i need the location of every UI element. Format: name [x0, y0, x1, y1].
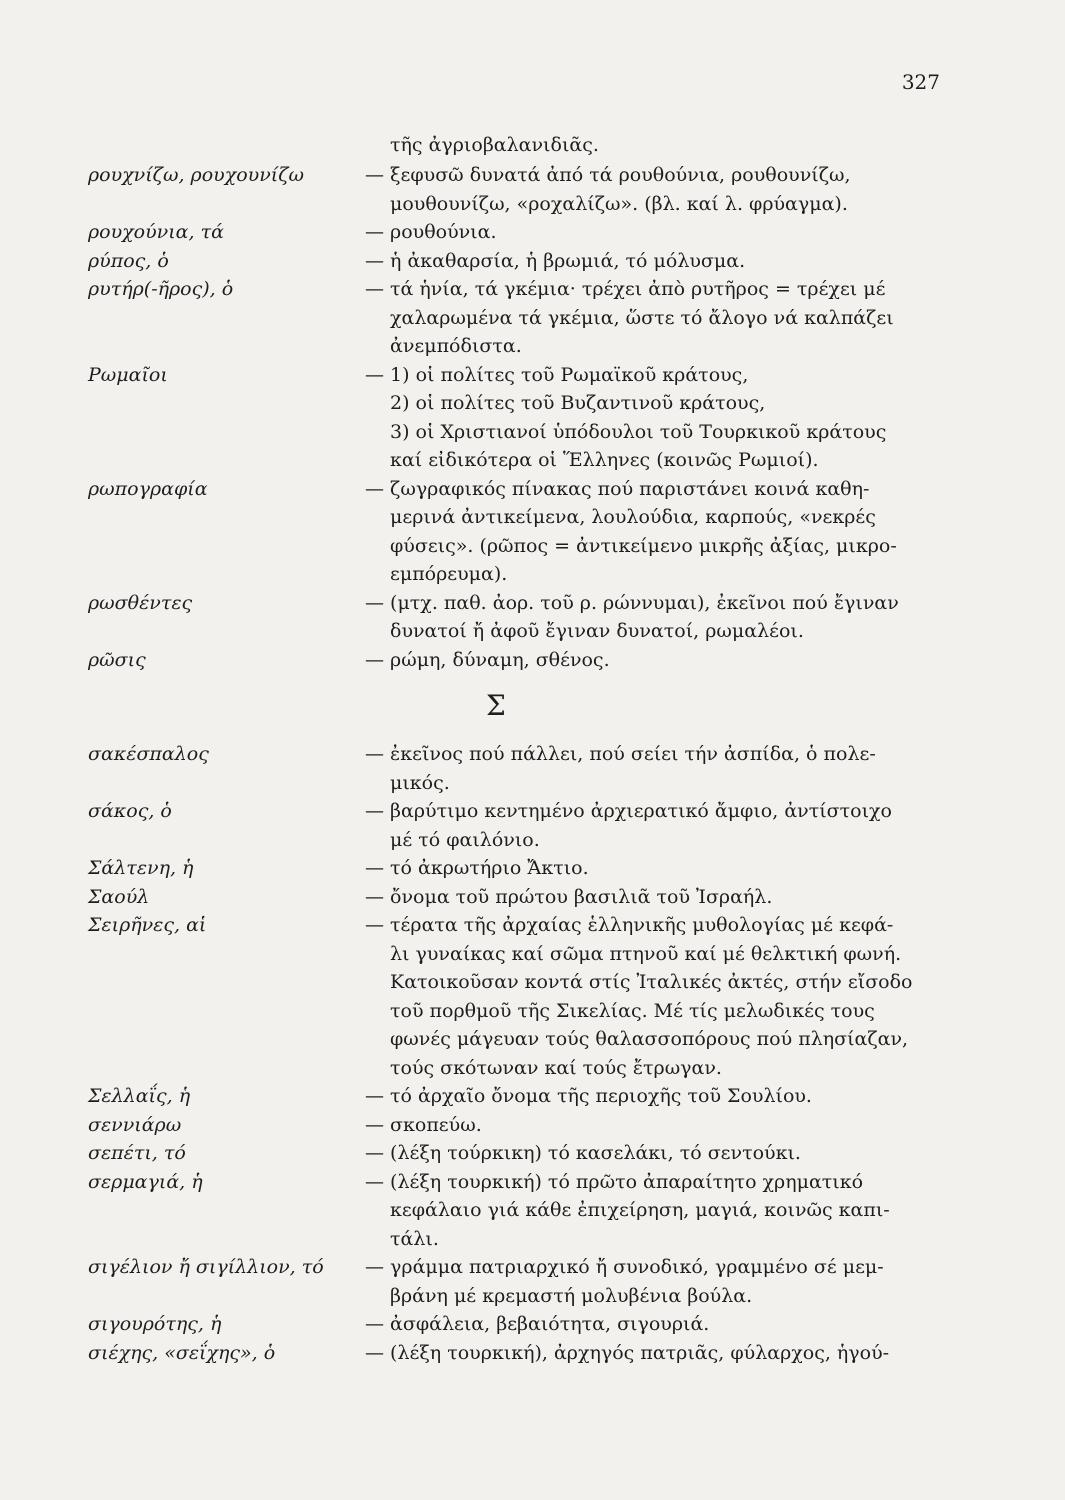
definition-line: — (λέξη τούρκικη) τό κασελάκι, τό σεντούκι.: [365, 1142, 801, 1164]
definition-line: — ὄνομα τοῦ πρώτου βασιλιᾶ τοῦ Ἰσραήλ.: [365, 885, 773, 908]
entry-definition: [365, 797, 940, 854]
glossary-entry: [0, 646, 1065, 675]
definition-line: εμπόρευμα).: [390, 563, 508, 585]
glossary-entry: [0, 589, 1065, 646]
section-letter-sigma: Σ: [486, 689, 506, 722]
definition-line: — (λέξη τουρκική) τό πρῶτο ἀπαραίτητο χρηματικό: [365, 1170, 864, 1193]
definition-line: — ξεφυσῶ δυνατά ἀπό τά ρουθούνια, ρουθουνίζω,: [365, 164, 851, 186]
definition-line: καί εἰδικότερα οἱ Ἕλληνες (κοινῶς Ρωμιοί).: [390, 449, 819, 471]
definition-line: — 1) οἱ πολίτες τοῦ Ρωμαϊκοῦ κράτους,: [365, 363, 749, 386]
entry-definition: [365, 589, 940, 646]
entry-term: σεννιάρω: [88, 1113, 182, 1136]
definition-line: — τέρατα τῆς ἀρχαίας ἑλληνικῆς μυθολογίας μέ κεφά-: [365, 914, 894, 936]
entries-rho: [0, 161, 1065, 674]
entry-definition: [365, 1111, 940, 1140]
entry-definition: [365, 1253, 940, 1310]
definition-line: μικός.: [390, 771, 450, 794]
entry-term: σεπέτι, τό: [88, 1142, 186, 1164]
definition-line: — σκοπεύω.: [365, 1113, 482, 1136]
entry-definition: [365, 883, 940, 912]
definition-line: — βαρύτιμο κεντημένο ἀρχιερατικό ἄμφιο, ἀντίστοιχο: [365, 800, 892, 822]
definition-line: — ἐκεῖνος πού πάλλει, πού σείει τήν ἀσπίδα, ὁ πολε-: [365, 743, 876, 765]
entry-term: σάκος, ὁ: [88, 800, 172, 822]
entry-term: ρωσθέντες: [88, 591, 193, 614]
entry-term: ρουχνίζω, ρουχουνίζω: [88, 164, 304, 186]
definition-line: τάλι.: [390, 1227, 439, 1250]
entry-definition: [365, 475, 940, 589]
definition-line: — (λέξη τουρκική), ἀρχηγός πατριᾶς, φύλαρχος, ἡγού-: [365, 1341, 890, 1364]
entry-term: σερμαγιά, ἡ: [88, 1170, 203, 1193]
entry-definition: [365, 1082, 940, 1111]
definition-line: ἀνεμπόδιστα.: [390, 335, 522, 357]
entry-term: Σειρῆνες, αἱ: [88, 914, 207, 936]
entry-definition: [365, 161, 940, 218]
entry-term: σιέχης, «σεΐχης», ὁ: [88, 1341, 276, 1364]
glossary-entry: [0, 161, 1065, 218]
entry-definition: [365, 275, 940, 361]
definition-line: τούς σκότωναν καί τούς ἔτρωγαν.: [390, 1056, 722, 1079]
definition-line: — τά ἡνία, τά γκέμια· τρέχει ἀπὸ ρυτῆρος = τρέχει μέ: [365, 278, 886, 300]
entry-term: Ρωμαῖοι: [88, 363, 168, 386]
entry-definition: [365, 218, 940, 247]
entry-term: Σελλαΐς, ἡ: [88, 1085, 191, 1107]
definition-line: — ἀσφάλεια, βεβαιότητα, σιγουριά.: [365, 1313, 710, 1335]
glossary-entry: [0, 1339, 1065, 1368]
entry-definition: [365, 247, 940, 276]
entry-term: σιγέλιον ἤ σιγίλλιον, τό: [88, 1256, 324, 1278]
definition-line: τοῦ πορθμοῦ τῆς Σικελίας. Μέ τίς μελωδικές τους: [390, 999, 875, 1022]
continuation-line: τῆς ἀγριοβαλανιδιᾶς.: [390, 134, 599, 156]
entry-definition: [365, 740, 940, 797]
entry-definition: [365, 1339, 940, 1368]
definition-line: μέ τό φαιλόνιο.: [390, 828, 540, 851]
entry-term: Σάλτενη, ἡ: [88, 857, 194, 879]
glossary-entry: [0, 911, 1065, 1082]
definition-line: χαλαρωμένα τά γκέμια, ὥστε τό ἄλογο νά καλπάζει: [390, 306, 894, 329]
definition-line: Κατοικοῦσαν κοντά στίς Ἰταλικές ἀκτές, στήν εἴσοδο: [390, 971, 913, 993]
entry-definition: [365, 646, 940, 675]
glossary-entry: [0, 1253, 1065, 1310]
entry-term: ρωπογραφία: [88, 477, 208, 500]
glossary-entries: [0, 161, 1065, 1367]
entry-term: Σαούλ: [88, 885, 150, 908]
entry-definition: [365, 361, 940, 475]
definition-line: — τό ἀκρωτήριο Ἄκτιο.: [365, 857, 589, 879]
definition-line: βράνη μέ κρεμαστή μολυβένια βούλα.: [390, 1284, 753, 1307]
entry-definition: [365, 854, 940, 883]
entry-term: ρῶσις: [88, 648, 146, 671]
definition-line: φύσεις». (ρῶπος = ἀντικείμενο μικρῆς ἀξίας, μικρο-: [390, 534, 897, 557]
glossary-entry: [0, 1168, 1065, 1254]
definition-line: κεφάλαιο γιά κάθε ἐπιχείρηση, μαγιά, κοινῶς καπι-: [390, 1199, 890, 1221]
glossary-entry: [0, 740, 1065, 797]
glossary-entry: [0, 854, 1065, 883]
glossary-entry: [0, 247, 1065, 276]
glossary-entry: [0, 1139, 1065, 1168]
glossary-entry: [0, 1082, 1065, 1111]
page-number: 327: [901, 70, 940, 94]
definition-line: μουθουνίζω, «ροχαλίζω». (βλ. καί λ. φρύαγμα).: [390, 192, 848, 215]
entry-term: σιγουρότης, ἡ: [88, 1313, 222, 1335]
definition-line: φωνές μάγευαν τούς θαλασσοπόρους πού πλησίαζαν,: [390, 1028, 909, 1050]
entry-definition: [365, 911, 940, 1082]
glossary-entry: [0, 475, 1065, 589]
entries-sigma: [0, 740, 1065, 1367]
glossary-entry: [0, 883, 1065, 912]
definition-line: — γράμμα πατριαρχικό ἤ συνοδικό, γραμμένο σέ μεμ-: [365, 1256, 884, 1278]
glossary-entry: [0, 275, 1065, 361]
definition-line: — ρουθούνια.: [365, 221, 497, 243]
definition-line: δυνατοί ἤ ἀφοῦ ἔγιναν δυνατοί, ρωμαλέοι.: [390, 620, 804, 642]
definition-line: μερινά ἀντικείμενα, λουλούδια, καρπούς, «νεκρές: [390, 506, 876, 528]
definition-line: — (μτχ. παθ. ἀορ. τοῦ ρ. ρώννυμαι), ἐκεῖνοι πού ἔγιναν: [365, 591, 899, 614]
glossary-entry: [0, 1111, 1065, 1140]
glossary-entry: [0, 797, 1065, 854]
entry-term: ρύπος, ὁ: [88, 249, 169, 272]
entry-term: ρυτήρ(-ῆρος), ὁ: [88, 278, 234, 300]
definition-line: — ζωγραφικός πίνακας πού παριστάνει κοινά καθη-: [365, 477, 870, 500]
entry-term: σακέσπαλος: [88, 743, 209, 765]
glossary-entry: [0, 361, 1065, 475]
definition-line: λι γυναίκας καί σῶμα πτηνοῦ καί μέ θελκτική φωνή.: [390, 942, 902, 965]
definition-line: 2) οἱ πολίτες τοῦ Βυζαντινοῦ κράτους,: [390, 392, 766, 414]
entry-definition: [365, 1168, 940, 1254]
definition-line: — ρώμη, δύναμη, σθένος.: [365, 648, 610, 671]
definition-line: — ἡ ἀκαθαρσία, ἡ βρωμιά, τό μόλυσμα.: [365, 249, 746, 272]
entry-definition: [365, 1310, 940, 1339]
glossary-entry: [0, 1310, 1065, 1339]
definition-line: 3) οἱ Χριστιανοί ὑπόδουλοι τοῦ Τουρκικοῦ κράτους: [390, 420, 887, 443]
glossary-entry: [0, 218, 1065, 247]
definition-line: — τό ἀρχαῖο ὄνομα τῆς περιοχῆς τοῦ Σουλίου.: [365, 1085, 812, 1107]
entry-definition: [365, 1139, 940, 1168]
entry-term: ρουχούνια, τά: [88, 221, 224, 243]
